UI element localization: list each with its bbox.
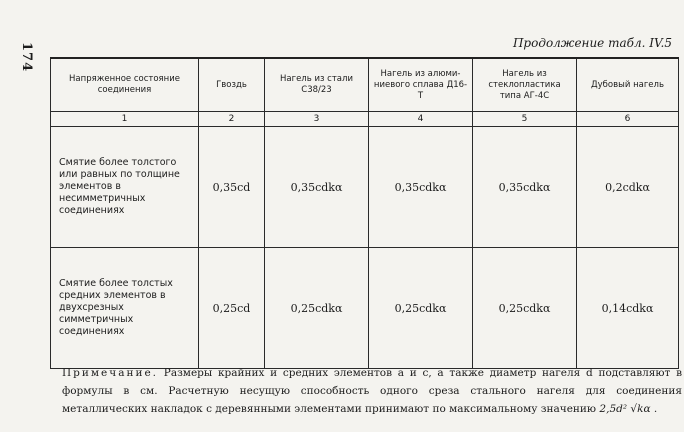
header-oak-dowel: Дубовый нагель xyxy=(577,58,679,112)
table-cell: 0,35cdkα xyxy=(265,127,369,248)
table-note xyxy=(62,364,682,418)
column-number: 4 xyxy=(369,112,473,127)
header-steel-dowel: Нагель из стали С38/23 xyxy=(265,58,369,112)
table-cell: 0,2cdkα xyxy=(577,127,679,248)
header-stress-state: Напряженное состояние соединения xyxy=(51,58,199,112)
note-text: Размеры крайних и средних элементов a и c, а также диаметр нагеля d подставляют в формулы в см. Расчетную несущую способность одного среза стального нагеля для соединения металлических накладок с деревянными элементами принимают по максимальному значению xyxy=(62,367,682,415)
table-cell: 0,25cdkα xyxy=(265,248,369,369)
row-description: Смятие более толстых средних элементов в двухсрезных симметричных соединениях xyxy=(51,248,199,369)
table-row xyxy=(51,127,679,248)
header-aluminum-dowel: Нагель из алюми-ниевого сплава Д16-Т xyxy=(369,58,473,112)
table-cell: 0,25cd xyxy=(199,248,265,369)
data-table xyxy=(50,57,679,369)
column-number-row xyxy=(51,112,679,127)
column-number: 2 xyxy=(199,112,265,127)
table-row xyxy=(51,248,679,369)
table-continuation-caption: Продолжение табл. IV.5 xyxy=(512,36,672,50)
table-cell: 0,14cdkα xyxy=(577,248,679,369)
column-number: 6 xyxy=(577,112,679,127)
row-description: Смятие более толстого или равных по толщине элементов в несимметричных соединениях xyxy=(51,127,199,248)
table-cell: 0,35cdkα xyxy=(473,127,577,248)
table-cell: 0,35cdkα xyxy=(369,127,473,248)
table-cell: 0,25cdkα xyxy=(473,248,577,369)
note-label: Примечание. xyxy=(62,367,159,379)
column-number: 3 xyxy=(265,112,369,127)
header-fiberglass-dowel: Нагель из стеклопластика типа АГ-4С xyxy=(473,58,577,112)
note-formula: 2,5d² √kα . xyxy=(599,403,658,415)
column-number: 5 xyxy=(473,112,577,127)
header-nail: Гвоздь xyxy=(199,58,265,112)
table-cell: 0,25cdkα xyxy=(369,248,473,369)
table-header-row xyxy=(51,58,679,112)
column-number: 1 xyxy=(51,112,199,127)
page-number: 174 xyxy=(19,42,34,73)
table-cell: 0,35cd xyxy=(199,127,265,248)
